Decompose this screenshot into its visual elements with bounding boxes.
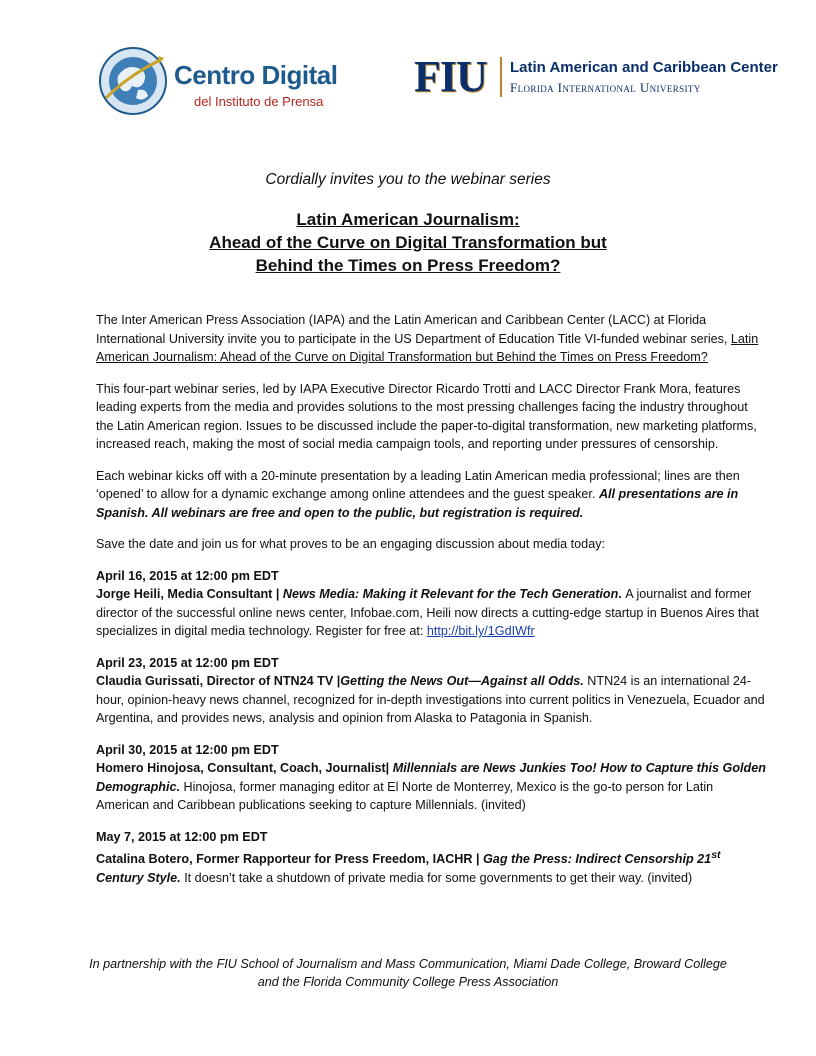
event-talk-end: .: [580, 674, 588, 688]
invite-line: Cordially invites you to the webinar series: [265, 171, 551, 188]
event-description: Hinojosa, former managing editor at El Norte de Monterrey, Mexico is the go-to person for Latin American and Caribbean publications seeking to capture Millennials. (invited): [96, 779, 714, 812]
intro-text: The Inter American Press Association (IAPA) and the Latin American and Caribbean Center (LACC) at Florida International University invite you to participate in the US Department of Education Title VI-funded webinar series,: [96, 313, 731, 346]
event-item: [96, 741, 766, 815]
fiu-university-name: Florida International University: [510, 80, 701, 95]
fiu-mark: FIU: [414, 52, 487, 101]
event-speaker: Homero Hinojosa, Consultant, Coach, Journalist|: [96, 761, 393, 775]
title-line: Latin American Journalism:: [296, 210, 520, 229]
event-talk-end: .: [177, 870, 185, 885]
save-the-date: Save the date and join us for what proves to be an engaging discussion about media today:: [96, 537, 605, 551]
centro-digital-name: Centro Digital: [174, 60, 338, 90]
footer-line: and the Florida Community College Press Association: [257, 975, 559, 989]
partnership-footer: [60, 955, 756, 991]
intro-series-title: Latin American Journalism: Ahead of the Curve on Digital Transformation but Behind the Times on Press Freedom?: [96, 331, 759, 364]
event-talk: Millennials are News Junkies Too! How to Capture this Golden Demographic: [96, 761, 766, 794]
description-paragraph: This four-part webinar series, led by IAPA Executive Director Ricardo Trotti and LACC Director Frank Mora, features leading experts from the media and provides solutions to the most pressing challenges facing the industry throughout the Latin American region. Issues to be discussed include the paper-to-digital transformation, new marketing platforms, increased reach, making the most of social media campaign tools, and reporting under pressures of censorship.: [96, 381, 757, 451]
event-date: April 30, 2015 at 12:00 pm EDT: [96, 742, 279, 757]
event-talk-tail: Century Style: [96, 870, 178, 885]
event-description: A journalist and former director of the successful online news center, Infobae.com, Heili now directs a cutting-edge startup in Buenos Aires that specializes in digital media technology. Register for free at:: [96, 587, 759, 638]
event-speaker: Claudia Gurissati, Director of NTN24 TV |: [96, 674, 341, 688]
event-details: [96, 672, 766, 728]
letterhead: [0, 0, 816, 130]
event-item: [96, 654, 766, 728]
format-paragraph: [96, 467, 766, 523]
event-speaker: Jorge Heili, Media Consultant |: [96, 587, 283, 601]
title-line: Behind the Times on Press Freedom?: [255, 256, 561, 275]
event-talk-superscript: st: [711, 849, 721, 861]
event-talk-end: .: [176, 779, 184, 794]
event-details: [96, 585, 766, 641]
event-talk: Gag the Press: Indirect Censorship 21: [483, 852, 712, 867]
intro-paragraph: [96, 311, 766, 367]
centro-digital-subtitle: del Instituto de Prensa: [194, 94, 324, 109]
format-emphasis: All presentations are in Spanish. All webinars are free and open to the public, but registration is required.: [96, 487, 739, 520]
event-description: NTN24 is an international 24-hour, opinion-heavy news channel, recognized for in-depth investigations into current politics in Venezuela, Ecuador and Argentina, and provides news, analysis and opinion from Alaska to Patagonia in Spanish.: [96, 674, 765, 725]
centro-digital-logo: [98, 46, 348, 116]
fiu-logo: [414, 52, 778, 105]
event-description: It doesn’t take a shutdown of private media for some governments to get their way. (invited): [184, 870, 693, 885]
event-date: April 16, 2015 at 12:00 pm EDT: [96, 568, 279, 583]
register-link[interactable]: http://bit.ly/1GdIWfr: [426, 624, 535, 638]
title-line: Ahead of the Curve on Digital Transformation but: [209, 233, 607, 252]
fiu-center-name: Latin American and Caribbean Center: [510, 59, 778, 76]
event-talk-end: .: [618, 587, 626, 601]
event-speaker: Catalina Botero, Former Rapporteur for Press Freedom, IACHR |: [96, 852, 484, 867]
format-text: Each webinar kicks off with a 20-minute presentation by a leading Latin American media professional; lines are then ‘opened’ to allow for a dynamic exchange among online attendees and the guest speaker.: [96, 468, 740, 501]
event-item: [96, 828, 766, 888]
event-item: [96, 567, 766, 641]
event-date: April 23, 2015 at 12:00 pm EDT: [96, 655, 279, 670]
event-talk: News Media: Making it Relevant for the Tech Generation: [282, 587, 619, 601]
fiu-divider: [500, 57, 502, 97]
series-title: [100, 208, 716, 277]
event-talk: Getting the News Out—Against all Odds: [340, 674, 581, 688]
body-content: [96, 311, 766, 900]
globe-icon: [98, 46, 168, 116]
event-details: [96, 846, 766, 887]
event-details: [96, 759, 766, 815]
event-date: May 7, 2015 at 12:00 pm EDT: [96, 829, 268, 844]
footer-line: In partnership with the FIU School of Journalism and Mass Communication, Miami Dade College, Broward College: [89, 957, 727, 971]
